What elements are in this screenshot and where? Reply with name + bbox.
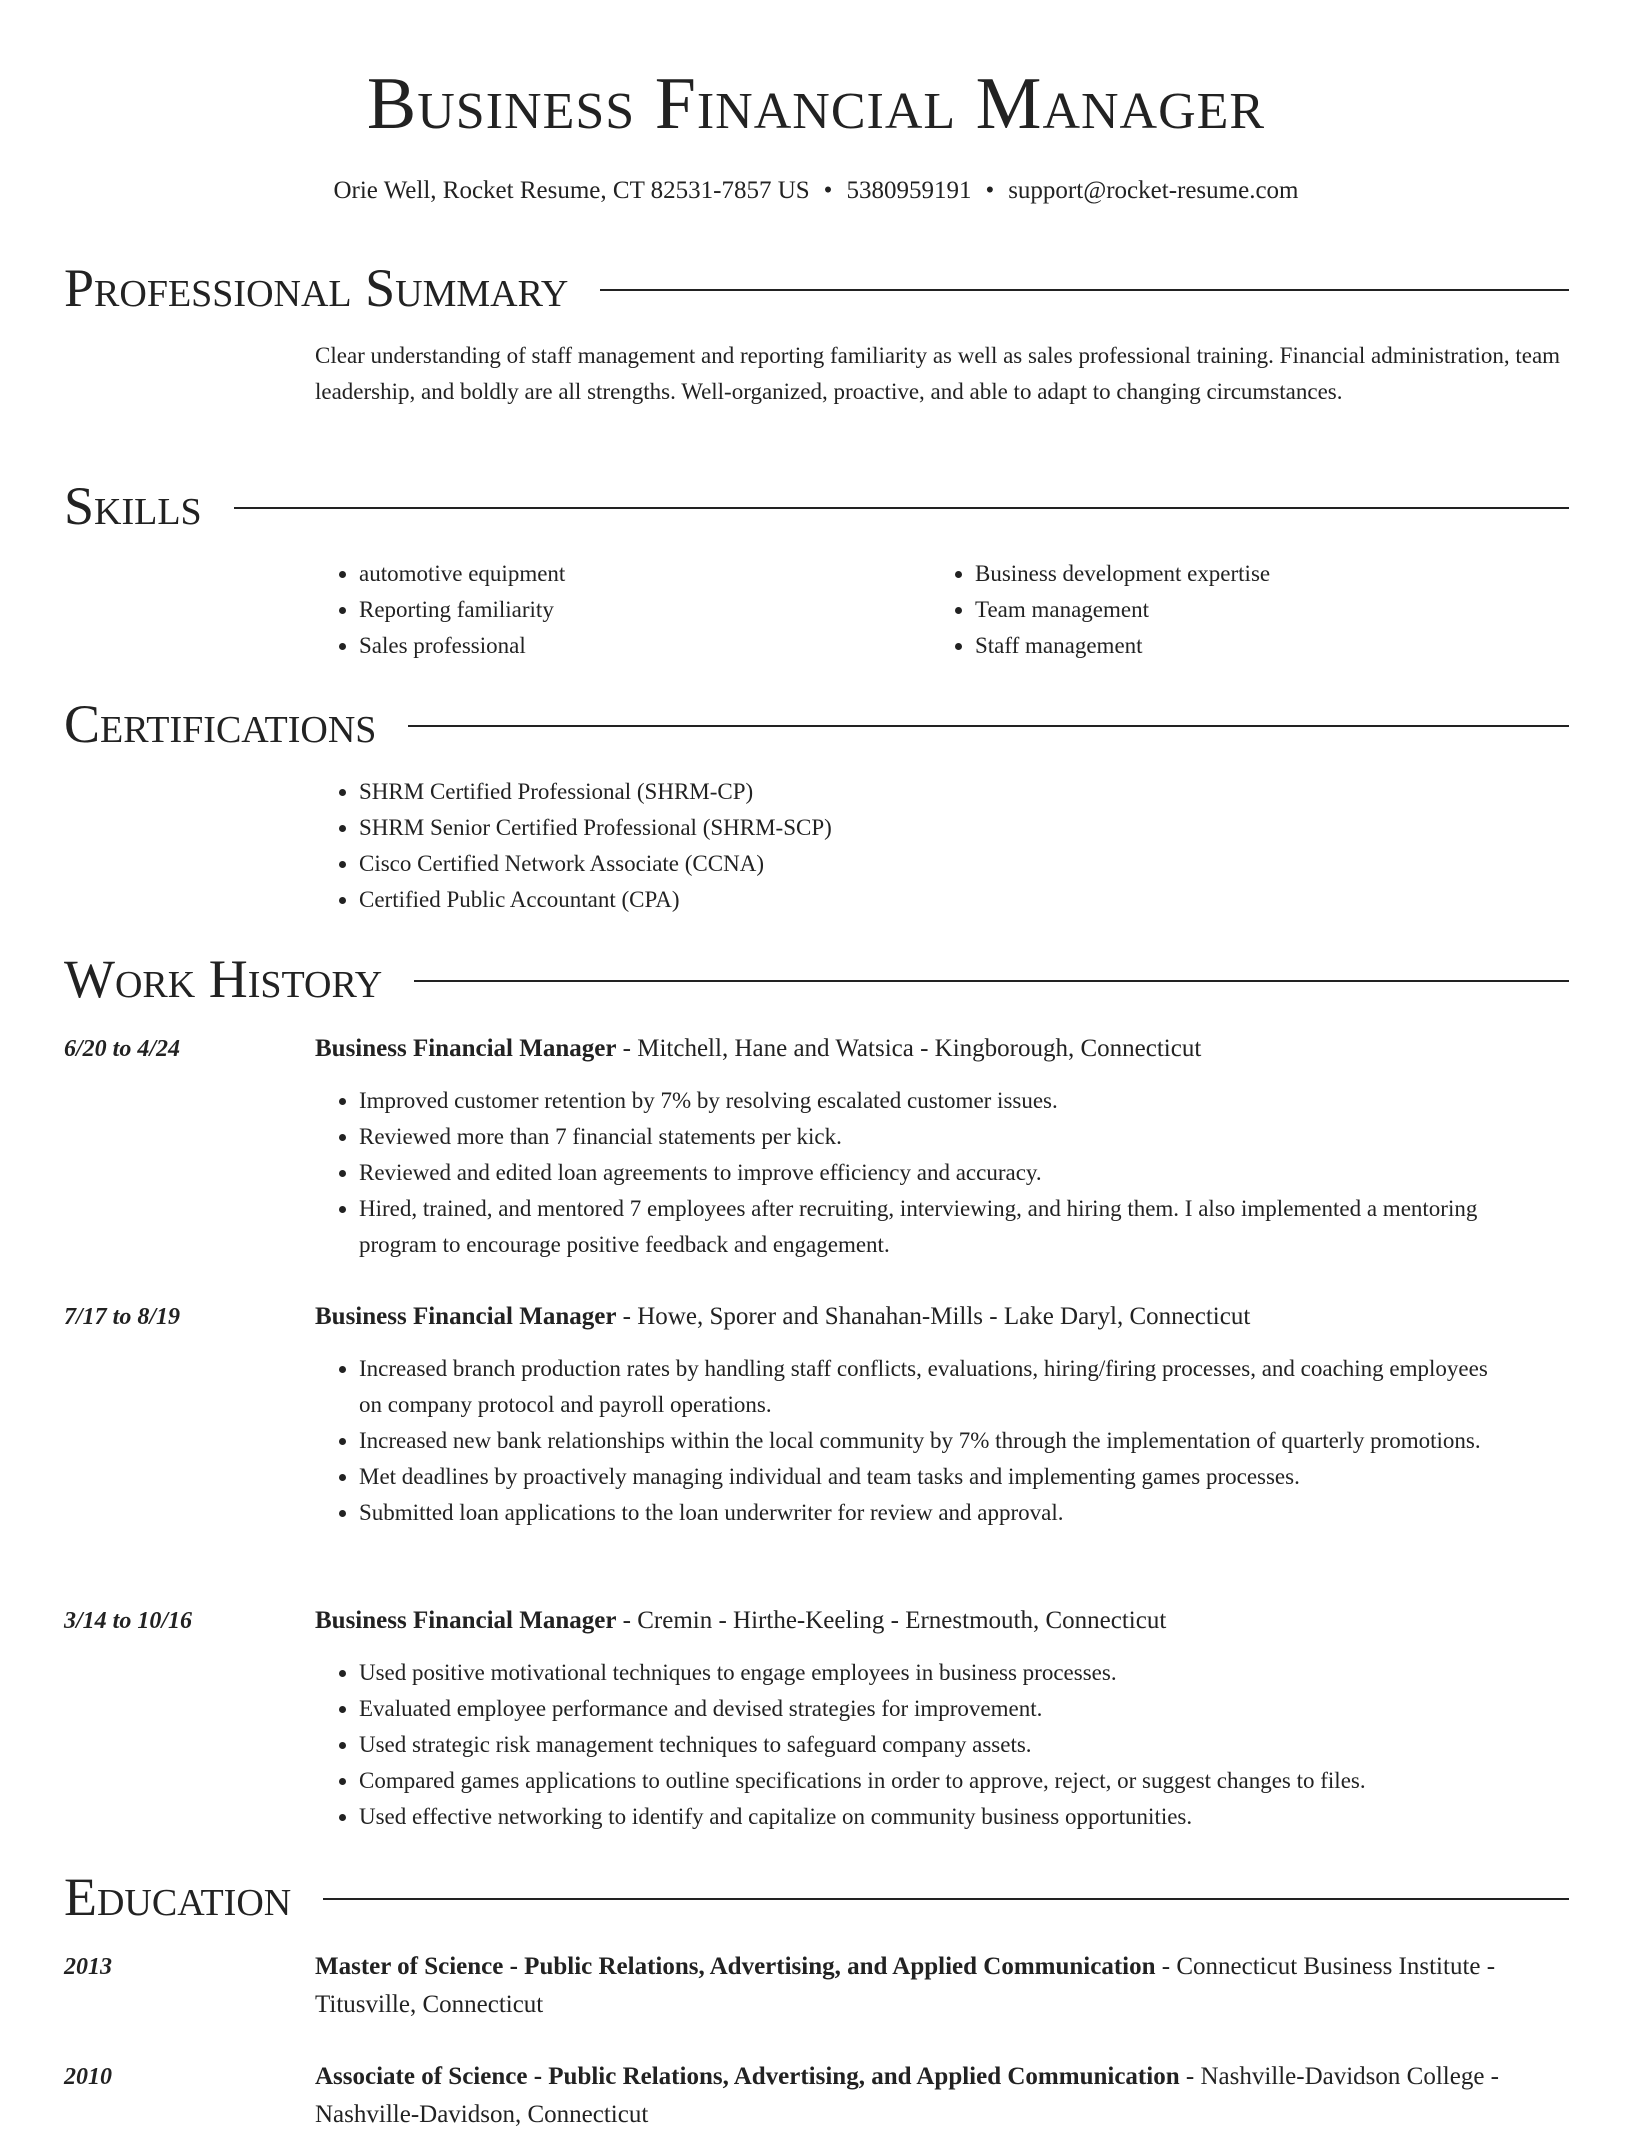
skills-section-header xyxy=(64,474,1569,538)
certification-item: • Cisco Certified Network Associate (CCNA) xyxy=(359,846,1515,882)
summary-text: Clear understanding of staff management and reporting familiarity as well as sales professional training. Financial administration, team leadership, and boldly are all strengths. Well-organized, proactive, and able to adapt to changing circumstances. xyxy=(315,343,1561,404)
work-section-header xyxy=(64,947,1569,1011)
certifications-list xyxy=(315,774,1515,918)
job-bullet: • Submitted loan applications to the loan underwriter for review and approval. xyxy=(359,1495,1515,1531)
education-school: - Nashville-Davidson College - Nashville-Davidson, Connecticut xyxy=(315,2063,1499,2128)
section-divider xyxy=(600,289,1569,291)
certification-item: • SHRM Senior Certified Professional (SHRM-SCP) xyxy=(359,810,1515,846)
job-bullet: • Reviewed and edited loan agreements to improve efficiency and accuracy. xyxy=(359,1155,1515,1191)
job-bullet: • Reviewed more than 7 financial statements per kick. xyxy=(359,1119,1515,1155)
contact-separator: • xyxy=(823,177,833,204)
contact-phone: 5380959191 xyxy=(846,177,972,204)
section-divider xyxy=(323,1898,1569,1900)
job-bullet: • Used effective networking to identify and capitalize on community business opportunities. xyxy=(359,1799,1515,1835)
education-year: 2010 xyxy=(64,2064,112,2090)
work-heading: Work History xyxy=(64,949,383,1009)
skill-item: • automotive equipment xyxy=(359,556,915,592)
job-bullet: • Improved customer retention by 7% by resolving escalated customer issues. xyxy=(359,1083,1515,1119)
job-bullet: • Used strategic risk management techniques to safeguard company assets. xyxy=(359,1727,1515,1763)
contact-separator: • xyxy=(985,177,995,204)
job-employer: - Cremin - Hirthe-Keeling - Ernestmouth, Connecticut xyxy=(616,1607,1167,1634)
education-heading: Education xyxy=(64,1867,292,1927)
education-degree: Master of Science - Public Relations, Advertising, and Applied Communication xyxy=(315,1953,1156,1980)
skills-right-column xyxy=(931,556,1531,664)
skill-item: • Sales professional xyxy=(359,628,915,664)
contact-address: Orie Well, Rocket Resume, CT 82531-7857 US xyxy=(333,177,810,204)
job-bullets xyxy=(315,1655,1515,1835)
job-bullet: • Increased branch production rates by handling staff conflicts, evaluations, hiring/firing processes, and coaching employees on company protocol and payroll operations. xyxy=(359,1351,1515,1423)
job-bullets xyxy=(315,1351,1515,1531)
job-bullet: • Used positive motivational techniques to engage employees in business processes. xyxy=(359,1655,1515,1691)
job-title: Business Financial Manager xyxy=(315,1607,617,1634)
job-bullet: • Increased new bank relationships within the local community by 7% through the implementation of quarterly promotions. xyxy=(359,1423,1515,1459)
job-bullet: • Met deadlines by proactively managing individual and team tasks and implementing games processes. xyxy=(359,1459,1515,1495)
skill-item: • Reporting familiarity xyxy=(359,592,915,628)
section-divider xyxy=(414,980,1569,982)
job-employer: - Mitchell, Hane and Watsica - Kingborough, Connecticut xyxy=(616,1035,1202,1062)
summary-heading: Professional Summary xyxy=(64,258,569,318)
job-title: Business Financial Manager xyxy=(315,1035,617,1062)
skills-left-column xyxy=(315,556,915,664)
section-divider xyxy=(408,725,1569,727)
skill-item: • Team management xyxy=(975,592,1531,628)
job-heading xyxy=(315,1602,1570,1640)
skill-item: • Staff management xyxy=(975,628,1531,664)
resume-title: Business Financial Manager xyxy=(366,63,1266,145)
job-dates: 7/17 to 8/19 xyxy=(64,1304,181,1330)
job-title: Business Financial Manager xyxy=(315,1303,617,1330)
summary-section-header xyxy=(64,256,1569,320)
job-heading xyxy=(315,1030,1570,1068)
contact-email: support@rocket-resume.com xyxy=(1008,177,1299,204)
job-bullet: • Evaluated employee performance and devised strategies for improvement. xyxy=(359,1691,1515,1727)
contact-line xyxy=(0,174,1632,208)
job-bullets xyxy=(315,1083,1515,1263)
education-school: - Connecticut Business Institute - Titusville, Connecticut xyxy=(315,1953,1496,2018)
job-dates: 6/20 to 4/24 xyxy=(64,1036,181,1062)
skills-heading: Skills xyxy=(64,476,202,536)
job-heading xyxy=(315,1298,1570,1336)
education-entry xyxy=(315,2058,1570,2134)
education-year: 2013 xyxy=(64,1954,112,1980)
certifications-heading: Certifications xyxy=(64,694,377,754)
job-employer: - Howe, Sporer and Shanahan-Mills - Lake Daryl, Connecticut xyxy=(616,1303,1251,1330)
education-section-header xyxy=(64,1865,1569,1929)
education-degree: Associate of Science - Public Relations, Advertising, and Applied Communication xyxy=(315,2063,1180,2090)
education-entry xyxy=(315,1948,1570,2024)
certification-item: • Certified Public Accountant (CPA) xyxy=(359,882,1515,918)
job-dates: 3/14 to 10/16 xyxy=(64,1608,193,1634)
certifications-section-header xyxy=(64,692,1569,756)
skill-item: • Business development expertise xyxy=(975,556,1531,592)
job-bullet: • Compared games applications to outline specifications in order to approve, reject, or suggest changes to files. xyxy=(359,1763,1515,1799)
section-divider xyxy=(234,507,1569,509)
certification-item: • SHRM Certified Professional (SHRM-CP) xyxy=(359,774,1515,810)
job-bullet: • Hired, trained, and mentored 7 employees after recruiting, interviewing, and hiring them. I also implemented a mentoring program to encourage positive feedback and engagement. xyxy=(359,1191,1515,1263)
